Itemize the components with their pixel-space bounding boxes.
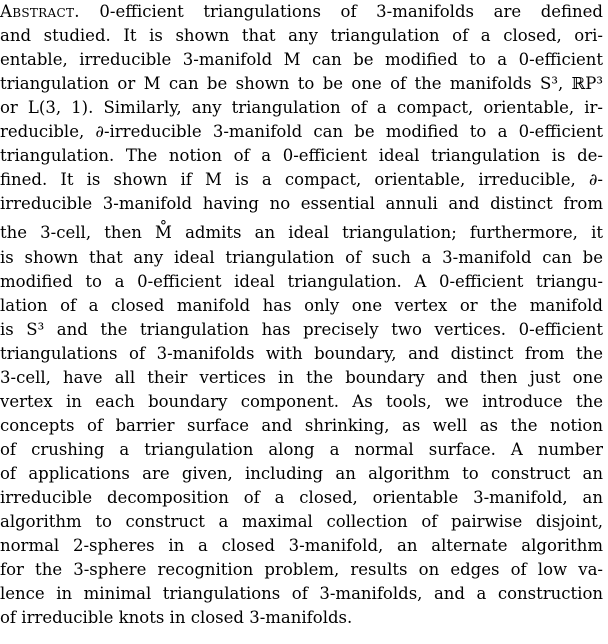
abstract-line-24: for the 3-sphere recognition problem, results on edges of low va- xyxy=(0,560,603,579)
abstract-line-11: is shown that any ideal triangulation of such a 3-manifold can be xyxy=(0,248,603,267)
abstract-line-16: 3-cell, have all their vertices in the boundary and then just one xyxy=(0,368,603,387)
abstract-line-17: vertex in each boundary component. As tools, we introduce the xyxy=(0,392,603,411)
abstract-line-8: fined. It is shown if M is a compact, orientable, irreducible, ∂- xyxy=(0,170,603,189)
abstract-line-7: triangulation. The notion of a 0-efficient ideal triangulation is de- xyxy=(0,146,603,165)
abstract-line-9: irreducible 3-manifold having no essential annuli and distinct from xyxy=(0,194,603,213)
abstract-line-15: triangulations of 3-manifolds with boundary, and distinct from the xyxy=(0,344,603,363)
abstract-line-13: lation of a closed manifold has only one vertex or the manifold xyxy=(0,296,603,315)
abstract-line-4: triangulation or M can be shown to be one of the manifolds S³, ℝP³ xyxy=(0,74,603,93)
abstract-line-19: of crushing a triangulation along a normal surface. A number xyxy=(0,440,603,459)
abstract-line-20: of applications are given, including an algorithm to construct an xyxy=(0,464,603,483)
abstract-line-22: algorithm to construct a maximal collection of pairwise disjoint, xyxy=(0,512,603,531)
abstract-line-21: irreducible decomposition of a closed, orientable 3-manifold, an xyxy=(0,488,603,507)
abstract-line-10: the 3-cell, then M̊ admits an ideal triangulation; furthermore, it xyxy=(0,223,603,242)
abstract-line-6: reducible, ∂-irreducible 3-manifold can be modified to a 0-efficient xyxy=(0,122,603,141)
abstract-line-3: entable, irreducible 3-manifold M can be modified to a 0-efficient xyxy=(0,50,603,69)
abstract-line-1 xyxy=(0,0,603,24)
abstract-line-12: modified to a 0-efficient ideal triangulation. A 0-efficient triangu- xyxy=(0,272,603,291)
abstract-line-5: or L(3, 1). Similarly, any triangulation of a compact, orientable, ir- xyxy=(0,98,603,117)
abstract-line-text: 0-efficient triangulations of 3-manifolds are defined xyxy=(99,2,603,21)
abstract-line-2: and studied. It is shown that any triangulation of a closed, ori- xyxy=(0,26,603,45)
abstract-line-26: of irreducible knots in closed 3-manifolds. xyxy=(0,608,353,627)
abstract-line-23: normal 2-spheres in a closed 3-manifold, an alternate algorithm xyxy=(0,536,603,555)
abstract-line-18: concepts of barrier surface and shrinking, as well as the notion xyxy=(0,416,603,435)
abstract-line-25: lence in minimal triangulations of 3-manifolds, and a construction xyxy=(0,584,603,603)
abstract-heading: Abstract. xyxy=(0,2,80,21)
abstract-line-14: is S³ and the triangulation has precisely two vertices. 0-efficient xyxy=(0,320,603,339)
